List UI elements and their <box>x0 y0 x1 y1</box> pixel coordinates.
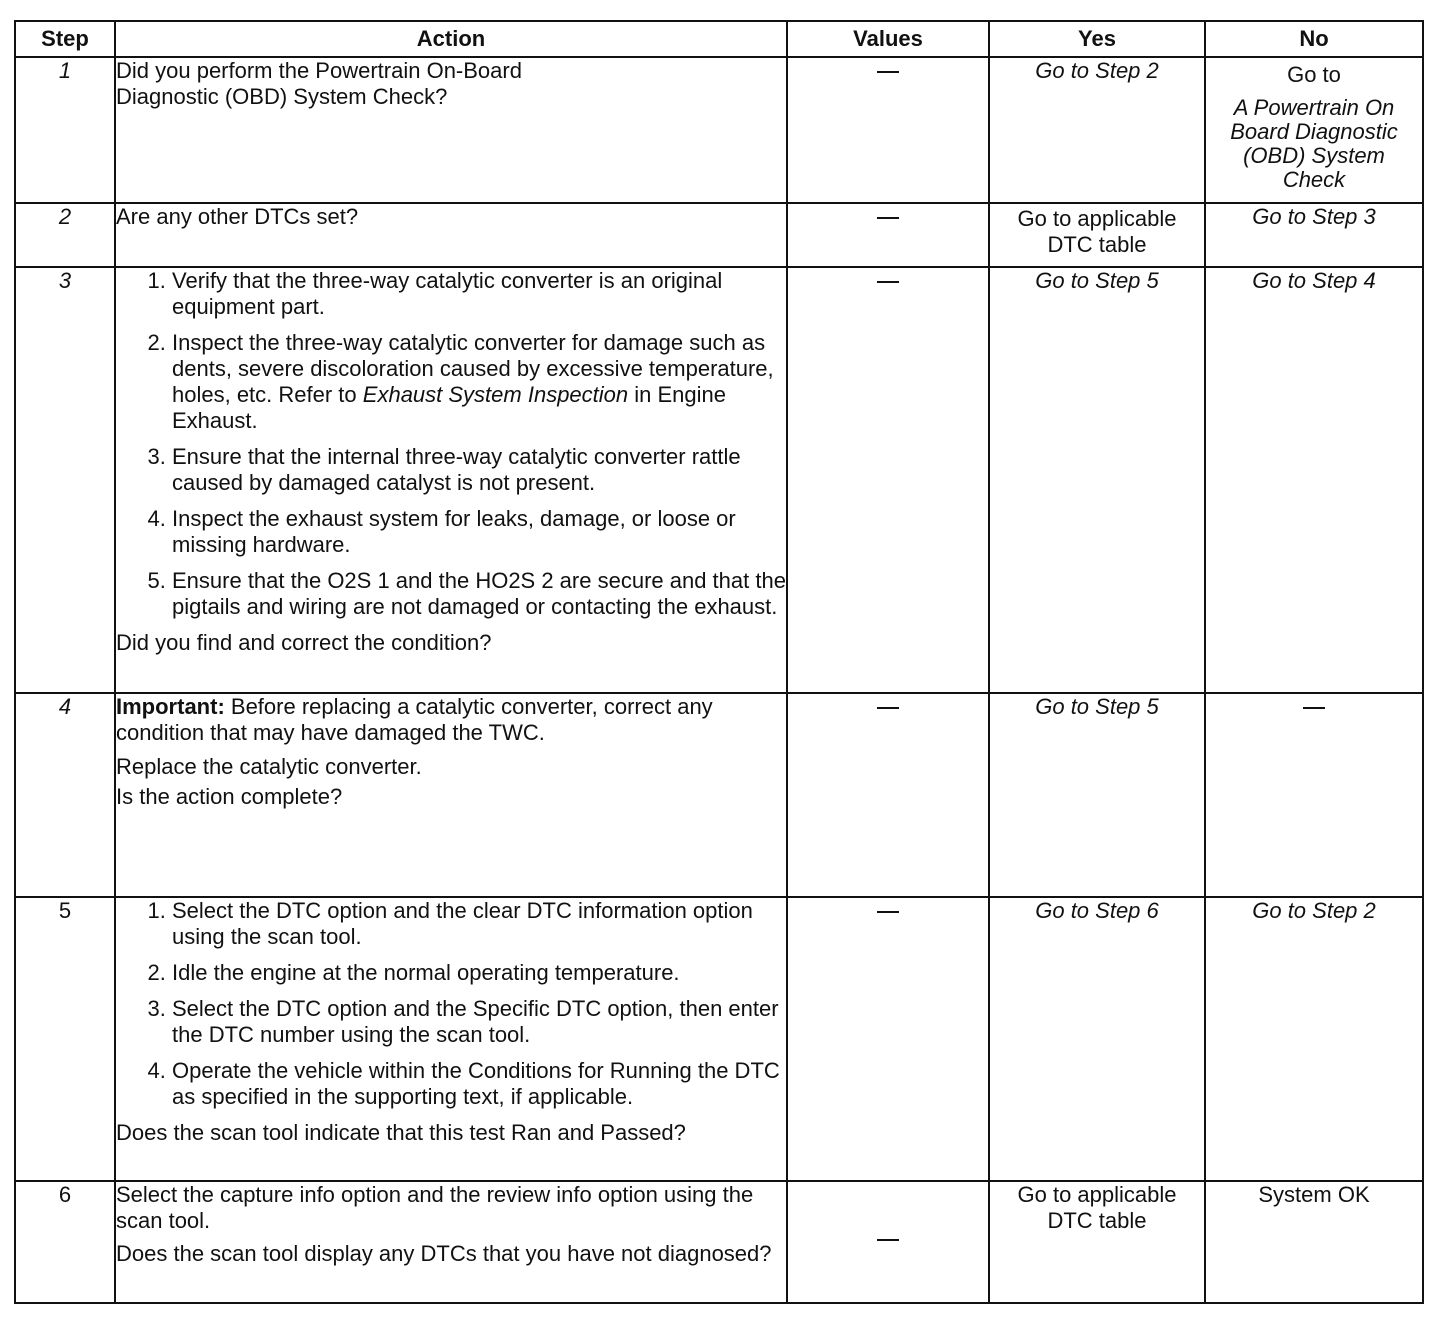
action-cell <box>115 1181 787 1303</box>
no-cell: System OK <box>1205 1181 1423 1303</box>
action-cell <box>115 267 787 693</box>
dash-mark <box>877 281 899 283</box>
list-item: 1. Select the DTC option and the clear DTC information option using the scan tool. <box>172 898 786 950</box>
dash-mark <box>877 911 899 913</box>
action-list <box>116 268 786 620</box>
action-question: Did you find and correct the condition? <box>116 630 492 655</box>
action-text: Did you perform the Powertrain On-Board Diagnostic (OBD) System Check? <box>116 58 522 109</box>
yes-cell: Go to Step 5 <box>989 693 1205 897</box>
table-row <box>15 693 1423 897</box>
list-item: 2. Inspect the three-way catalytic converter for damage such as dents, severe discoloration caused by excessive temperature, holes, etc. Refer to Exhaust System Inspection in Engine Exhaust. <box>172 330 786 434</box>
diagnostic-table <box>14 20 1424 1304</box>
important-note: Important: Before replacing a catalytic converter, correct any condition that may have damaged the TWC. <box>116 694 713 745</box>
values-cell <box>787 267 989 693</box>
table-row <box>15 267 1423 693</box>
no-cell: Go to Step 4 <box>1205 267 1423 693</box>
step-number: 5 <box>15 897 115 1181</box>
step-number: 4 <box>15 693 115 897</box>
yes-cell: Go to applicable DTC table <box>989 1181 1205 1303</box>
yes-cell: Go to Step 2 <box>989 57 1205 203</box>
table-row <box>15 203 1423 267</box>
header-row <box>15 21 1423 57</box>
no-ref: A Powertrain On Board Diagnostic (OBD) System Check <box>1230 95 1398 192</box>
list-item: 5. Ensure that the O2S 1 and the HO2S 2 are secure and that the pigtails and wiring are not damaged or contacting the exhaust. <box>172 568 786 620</box>
no-goto: Go to <box>1287 62 1341 87</box>
values-cell <box>787 57 989 203</box>
list-item: 4. Operate the vehicle within the Conditions for Running the DTC as specified in the supporting text, if applicable. <box>172 1058 786 1110</box>
yes-cell: Go to Step 5 <box>989 267 1205 693</box>
no-cell <box>1205 57 1423 203</box>
no-cell: Go to Step 2 <box>1205 897 1423 1181</box>
values-cell <box>787 1181 989 1303</box>
action-list <box>116 898 786 1110</box>
header-no: No <box>1205 21 1423 57</box>
action-question: Does the scan tool display any DTCs that you have not diagnosed? <box>116 1241 772 1266</box>
dash-mark <box>877 1239 899 1241</box>
dash-mark <box>877 71 899 73</box>
no-cell <box>1205 693 1423 897</box>
list-item: 2. Idle the engine at the normal operating temperature. <box>172 960 786 986</box>
action-text: Select the capture info option and the review info option using the scan tool. <box>116 1182 754 1233</box>
table-row <box>15 57 1423 203</box>
action-question: Is the action complete? <box>116 784 343 809</box>
action-text: Are any other DTCs set? <box>116 204 359 229</box>
action-cell <box>115 203 787 267</box>
action-question: Does the scan tool indicate that this test Ran and Passed? <box>116 1120 686 1145</box>
action-cell <box>115 57 787 203</box>
no-cell: Go to Step 3 <box>1205 203 1423 267</box>
step-number: 6 <box>15 1181 115 1303</box>
step-number: 1 <box>15 57 115 203</box>
header-action: Action <box>115 21 787 57</box>
list-item: 1. Verify that the three-way catalytic converter is an original equipment part. <box>172 268 786 320</box>
step-number: 3 <box>15 267 115 693</box>
list-item: 3. Select the DTC option and the Specific DTC option, then enter the DTC number using the scan tool. <box>172 996 786 1048</box>
header-step: Step <box>15 21 115 57</box>
yes-cell: Go to Step 6 <box>989 897 1205 1181</box>
action-text: Replace the catalytic converter. <box>116 754 422 779</box>
dash-mark <box>877 217 899 219</box>
header-values: Values <box>787 21 989 57</box>
action-cell <box>115 897 787 1181</box>
table-row <box>15 1181 1423 1303</box>
list-item: 3. Ensure that the internal three-way catalytic converter rattle caused by damaged catalyst is not present. <box>172 444 786 496</box>
list-item: 4. Inspect the exhaust system for leaks, damage, or loose or missing hardware. <box>172 506 786 558</box>
values-cell <box>787 897 989 1181</box>
yes-cell: Go to applicable DTC table <box>989 203 1205 267</box>
values-cell <box>787 203 989 267</box>
step-number: 2 <box>15 203 115 267</box>
dash-mark <box>1303 707 1325 709</box>
action-cell <box>115 693 787 897</box>
dash-mark <box>877 707 899 709</box>
table-row <box>15 897 1423 1181</box>
header-yes: Yes <box>989 21 1205 57</box>
values-cell <box>787 693 989 897</box>
